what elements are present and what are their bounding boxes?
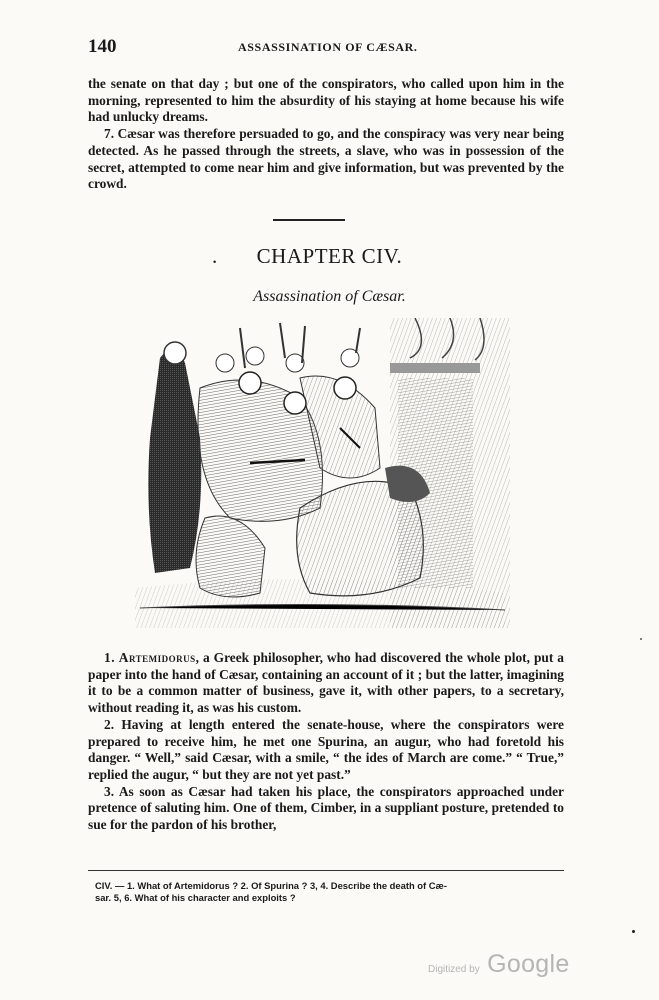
paragraph-2: 2. Having at length entered the senate-house, where the conspirators were prepared to receive him, he met one Spurina, an augur, who had foretold his danger. “ Well,” said Cæsar, with a smile, “ the ides of March are come.” “ True,” replied the augur, “ but they are not yet past.” bbox=[88, 716, 564, 782]
paragraph-3: 3. As soon as Cæsar had taken his place, the conspirators approached under pretence of saluting him. One of them, Cimber, in a suppliant posture, pretended to sue for the pardon of his brother, bbox=[88, 783, 564, 833]
footnote-rule bbox=[88, 870, 564, 871]
chapter-subtitle: Assassination of Cæsar. bbox=[253, 288, 406, 305]
paragraph-1 bbox=[88, 650, 564, 717]
page-header bbox=[88, 36, 558, 60]
footnote-questions bbox=[95, 880, 565, 904]
paragraph-7: 7. Cæsar was therefore persuaded to go, and the conspiracy was very near being detected. As he passed through the streets, a slave, who was in possession of the secret, attempted to come near him and give information, but was prevented by the crowd. bbox=[88, 126, 564, 192]
margin-dot bbox=[632, 930, 635, 933]
margin-speck bbox=[640, 638, 642, 640]
assassination-engraving bbox=[130, 318, 510, 628]
chapter-marker: . bbox=[212, 244, 218, 268]
footnote-line-1: CIV. — 1. What of Artemidorus ? 2. Of Spurina ? 3, 4. Describe the death of Cæ- bbox=[95, 880, 447, 891]
paragraph-continuation: the senate on that day ; but one of the conspirators, who called upon him in the morning, represented to him the absurdity of his staying at home because his wife had unlucky dreams. bbox=[88, 76, 564, 125]
chapter-title: CHAPTER CIV. bbox=[256, 244, 403, 268]
chapter-heading bbox=[0, 244, 659, 269]
footnote-line-2: sar. 5, 6. What of his character and exploits ? bbox=[95, 892, 296, 903]
paragraph-1-body: , a Greek philosopher, who had discovered the whole plot, put a paper into the hand of Cæsar, containing an account of it ; but the latter, imagining it to be a common matter of business, gave it, with other papers, to a secretary, without reading it, as was his custom. bbox=[88, 650, 564, 716]
page-number: 140 bbox=[88, 36, 117, 57]
digitized-watermark bbox=[428, 950, 570, 979]
running-title: ASSASSINATION OF CÆSAR. bbox=[238, 40, 418, 54]
top-text-block bbox=[88, 76, 564, 193]
section-divider bbox=[273, 219, 345, 221]
paragraph-1-lead: 1. Artemidorus bbox=[104, 650, 196, 665]
main-text-block bbox=[88, 650, 564, 834]
watermark-prefix: Digitized by bbox=[428, 964, 480, 975]
watermark-brand: Google bbox=[487, 950, 570, 978]
